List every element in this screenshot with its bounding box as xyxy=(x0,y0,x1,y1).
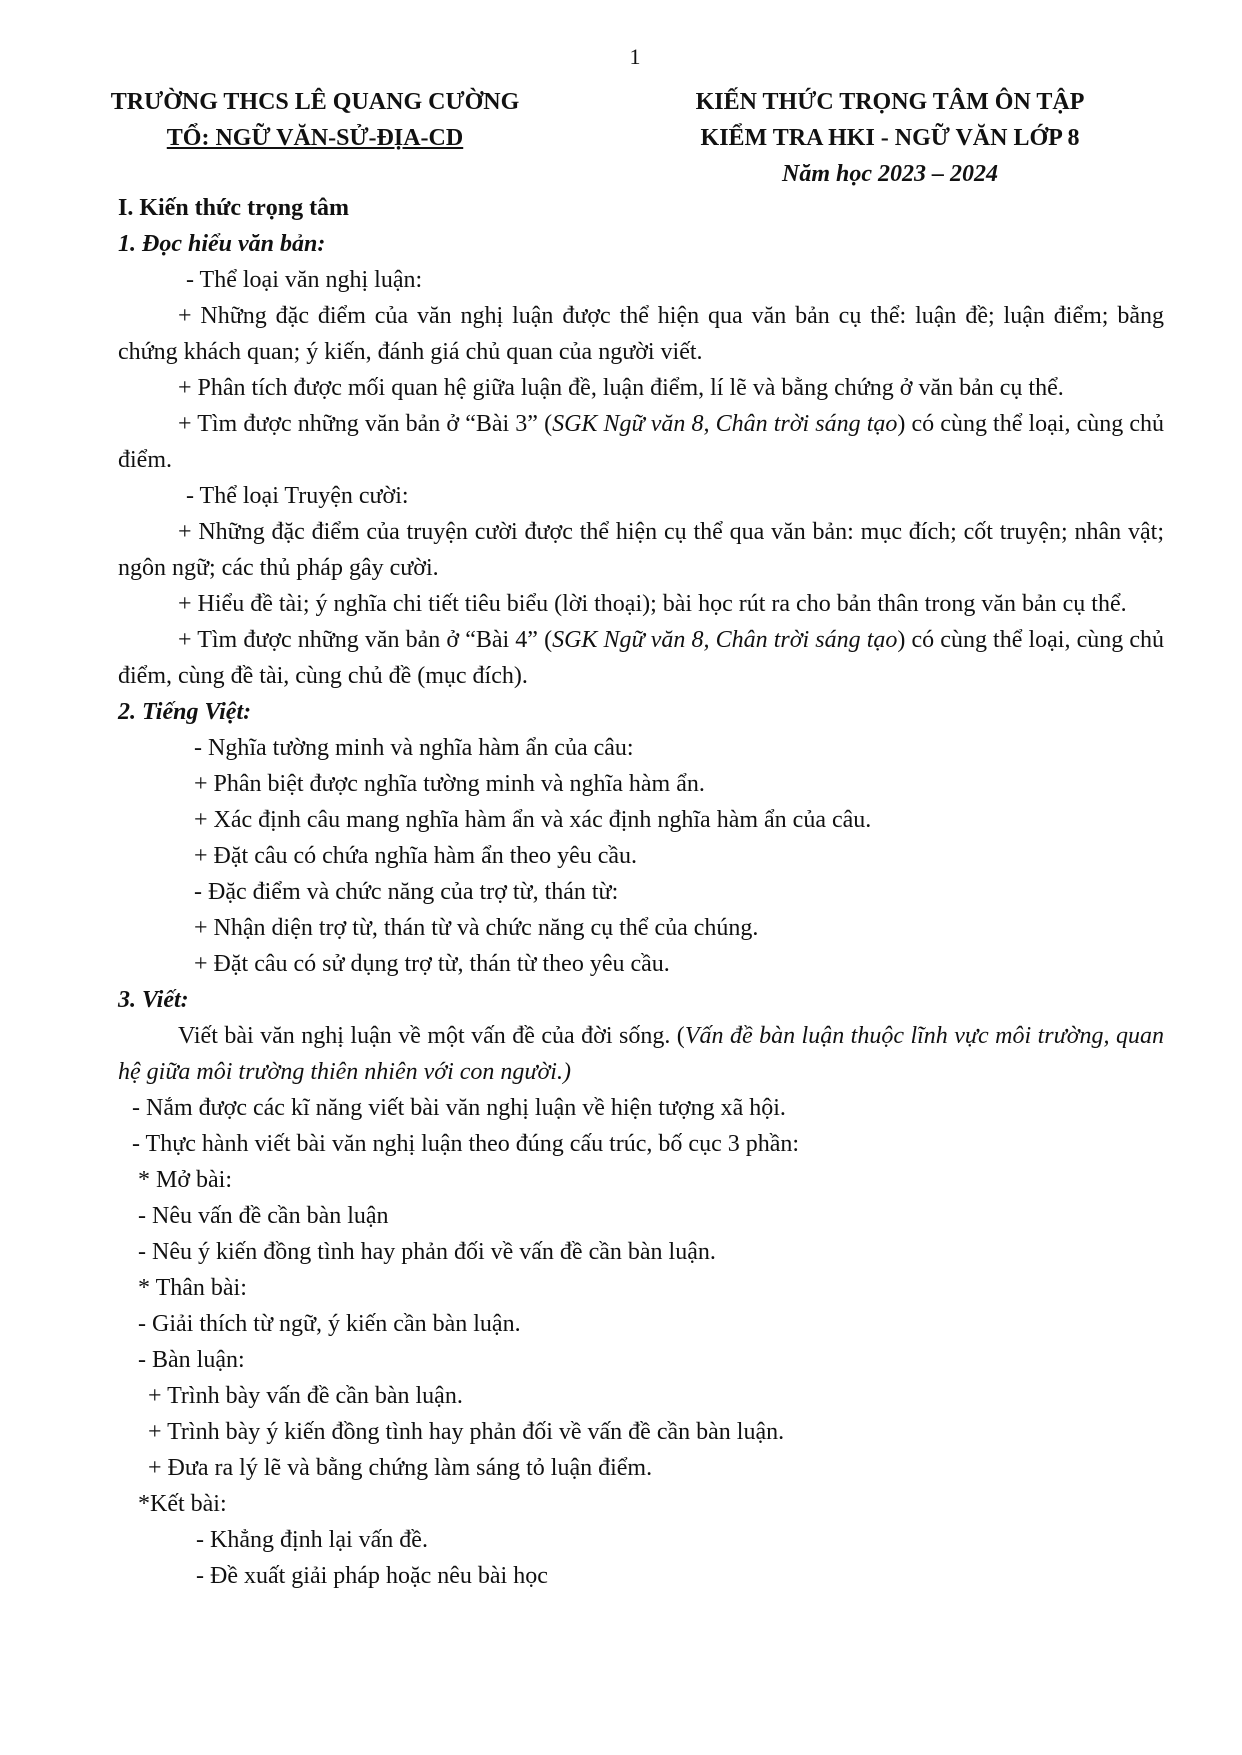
page-number: 1 xyxy=(629,44,641,69)
vietnamese-item-1: - Nghĩa tường minh và nghĩa hàm ẩn của câu: xyxy=(194,735,634,761)
writing-intro-text: Viết bài văn nghị luận về một vấn đề của đời sống. ( xyxy=(178,1023,685,1049)
genre-nghi-luan: - Thể loại văn nghị luận: xyxy=(186,267,423,293)
vietnamese-item-5: - Đặc điểm và chức năng của trợ từ, thán từ: xyxy=(194,879,619,905)
nghi-luan-item-1: + Những đặc điểm của văn nghị luận được thể hiện qua văn bản cụ thể: luận đề; luận điểm; bằng chứng khách quan; ý kiến, đánh giá chủ quan của người viết. xyxy=(118,303,1164,365)
writing-intro-note: Vấn đề bàn luận thuộc lĩnh vực môi trường, quan hệ giữa môi trường thiên nhiên với con người.) xyxy=(118,1023,1165,1085)
truyen-cuoi-item-3 xyxy=(118,622,1164,694)
vietnamese-heading: 2. Tiếng Việt: xyxy=(118,699,252,725)
ket-bai-item-1: - Khẳng định lại vấn đề. xyxy=(196,1527,428,1553)
writing-skill-2: - Thực hành viết bài văn nghị luận theo đúng cấu trúc, bố cục 3 phần: xyxy=(132,1131,800,1157)
nghi-luan-item-3 xyxy=(118,406,1164,478)
ket-bai-item-2: - Đề xuất giải pháp hoặc nêu bài học xyxy=(196,1563,548,1589)
truyen-cuoi-item-1: + Những đặc điểm của truyện cười được thể hiện cụ thể qua văn bản: mục đích; cốt truyện; nhân vật; ngôn ngữ; các thủ pháp gây cười. xyxy=(118,519,1164,581)
school-year: Năm học 2023 – 2024 xyxy=(782,161,998,187)
document-title-line2: KIỂM TRA HKI - NGỮ VĂN LỚP 8 xyxy=(700,125,1080,151)
department-name: TỔ: NGỮ VĂN-SỬ-ĐỊA-CD xyxy=(166,125,464,151)
than-bai-heading: * Thân bài: xyxy=(138,1275,247,1301)
vietnamese-item-3: + Xác định câu mang nghĩa hàm ẩn và xác định nghĩa hàm ẩn của câu. xyxy=(194,807,872,833)
nghi-luan-item-3-end: ) có cùng thể loại, cùng chủ điểm. xyxy=(118,411,1164,473)
nghi-luan-item-3-book: SGK Ngữ văn 8, Chân trời sáng tạo xyxy=(552,411,898,437)
mo-bai-heading: * Mở bài: xyxy=(138,1167,233,1193)
nghi-luan-item-2: + Phân tích được mối quan hệ giữa luận đề, luận điểm, lí lẽ và bằng chứng ở văn bản cụ thể. xyxy=(178,375,1064,401)
ban-luan-item-2: + Trình bày ý kiến đồng tình hay phản đối về vấn đề cần bàn luận. xyxy=(148,1419,785,1445)
school-name: TRƯỜNG THCS LÊ QUANG CƯỜNG xyxy=(110,89,520,115)
writing-intro xyxy=(118,1018,1164,1090)
than-bai-item-2: - Bàn luận: xyxy=(138,1347,245,1373)
document-title-line1: KIẾN THỨC TRỌNG TÂM ÔN TẬP xyxy=(695,89,1085,115)
ban-luan-item-1: + Trình bày vấn đề cần bàn luận. xyxy=(148,1383,463,1409)
writing-heading: 3. Viết: xyxy=(118,987,189,1013)
writing-skill-1: - Nắm được các kĩ năng viết bài văn nghị luận về hiện tượng xã hội. xyxy=(132,1095,786,1121)
than-bai-item-1: - Giải thích từ ngữ, ý kiến cần bàn luận. xyxy=(138,1311,521,1337)
vietnamese-item-7: + Đặt câu có sử dụng trợ từ, thán từ theo yêu cầu. xyxy=(194,951,670,977)
reading-heading: 1. Đọc hiểu văn bản: xyxy=(118,231,326,257)
vietnamese-item-4: + Đặt câu có chứa nghĩa hàm ẩn theo yêu cầu. xyxy=(194,843,638,869)
genre-truyen-cuoi: - Thể loại Truyện cười: xyxy=(186,483,409,509)
vietnamese-item-2: + Phân biệt được nghĩa tường minh và nghĩa hàm ẩn. xyxy=(194,771,705,797)
header-title-block xyxy=(600,84,1180,192)
truyen-cuoi-item-3-start: + Tìm được những văn bản ở “Bài 4” ( xyxy=(178,627,553,653)
header-school-block xyxy=(60,84,570,156)
ket-bai-heading: *Kết bài: xyxy=(138,1491,227,1517)
document-body xyxy=(118,190,1164,1594)
truyen-cuoi-item-2: + Hiểu đề tài; ý nghĩa chi tiết tiêu biểu (lời thoại); bài học rút ra cho bản thân trong văn bản cụ thể. xyxy=(178,591,1127,617)
mo-bai-item-2: - Nêu ý kiến đồng tình hay phản đối về vấn đề cần bàn luận. xyxy=(138,1239,716,1265)
ban-luan-item-3: + Đưa ra lý lẽ và bằng chứng làm sáng tỏ luận điểm. xyxy=(148,1455,653,1481)
section-title: I. Kiến thức trọng tâm xyxy=(118,195,350,221)
nghi-luan-item-3-start: + Tìm được những văn bản ở “Bài 3” ( xyxy=(178,411,553,437)
vietnamese-item-6: + Nhận diện trợ từ, thán từ và chức năng cụ thể của chúng. xyxy=(194,915,759,941)
mo-bai-item-1: - Nêu vấn đề cần bàn luận xyxy=(138,1203,389,1229)
truyen-cuoi-item-3-book: SGK Ngữ văn 8, Chân trời sáng tạo xyxy=(552,627,898,653)
truyen-cuoi-item-3-end: ) có cùng thể loại, cùng chủ điểm, cùng đề tài, cùng chủ đề (mục đích). xyxy=(118,627,1164,689)
